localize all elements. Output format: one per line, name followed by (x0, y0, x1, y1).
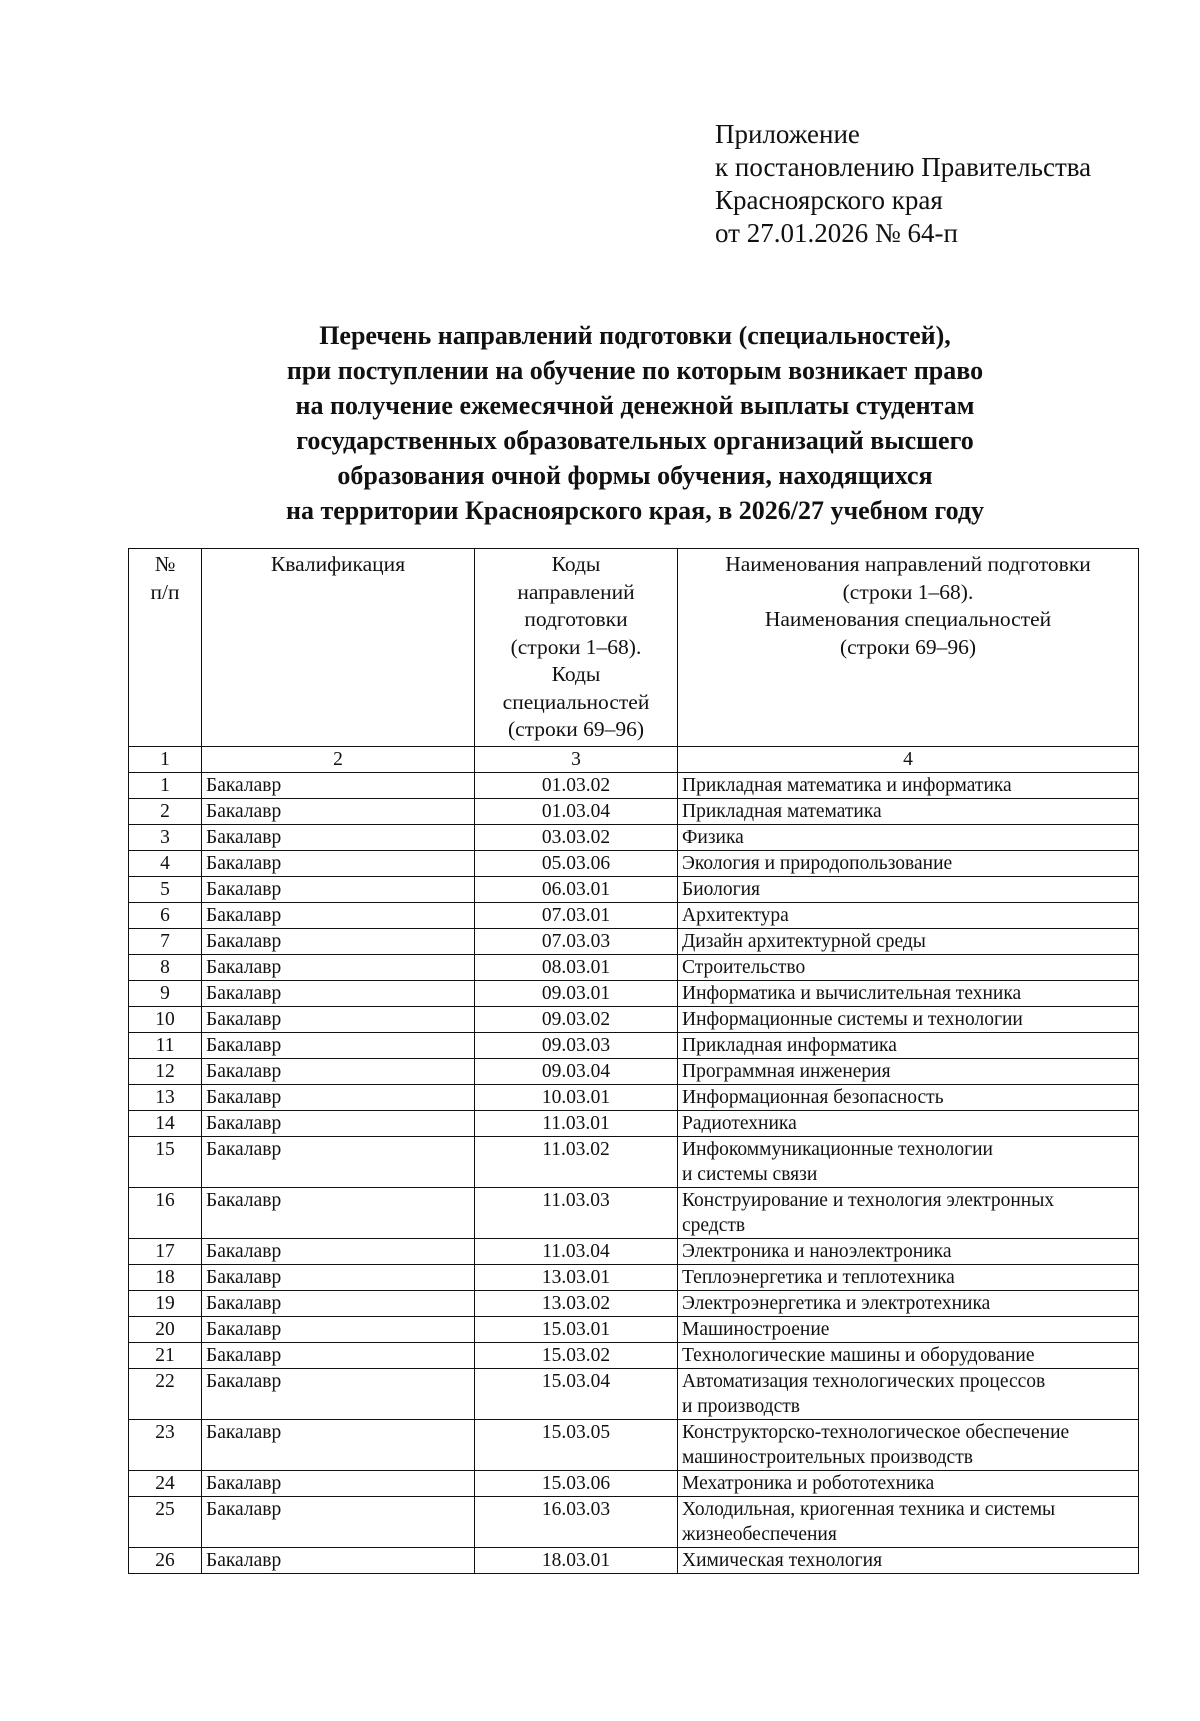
header-line: Наименования направлений подготовки (725, 552, 1091, 576)
specialty-name-line: Экология и природопользование (682, 852, 953, 874)
header-line: подготовки (524, 607, 628, 631)
table-header-row (129, 549, 1139, 747)
row-number-cell: 7 (129, 928, 202, 954)
specialty-name-line: средств (682, 1214, 746, 1236)
code-cell: 07.03.03 (475, 928, 678, 954)
table-row (129, 1058, 1139, 1084)
header-line: (строки 69–96) (839, 634, 977, 659)
row-number-cell: 23 (129, 1419, 202, 1470)
table-row (129, 1290, 1139, 1316)
specialty-name-cell (678, 1058, 1139, 1084)
row-number-cell: 14 (129, 1110, 202, 1136)
specialty-name-line: Конструкторско-технологическое обеспечение (682, 1421, 1070, 1443)
specialty-name-line: машиностроительных производств (682, 1446, 973, 1468)
qualification-cell: Бакалавр (202, 1238, 475, 1264)
table-row (129, 1187, 1139, 1238)
table-row (129, 1316, 1139, 1342)
specialty-name-cell (678, 1032, 1139, 1058)
qualification-cell: Бакалавр (202, 1419, 475, 1470)
table-row (129, 954, 1139, 980)
table-row (129, 850, 1139, 876)
specialty-name-cell (678, 954, 1139, 980)
specialty-name-line: Холодильная, криогенная техника и системы (682, 1498, 1056, 1520)
column-number-cell: 1 (129, 746, 202, 772)
specialty-name-cell (678, 798, 1139, 824)
specialty-name-cell (678, 772, 1139, 798)
qualification-cell: Бакалавр (202, 1496, 475, 1547)
specialty-name-line: Дизайн архитектурной среды (682, 930, 926, 952)
code-cell: 15.03.05 (475, 1419, 678, 1470)
specialty-name-line: Прикладная информатика (682, 1034, 897, 1056)
specialty-name-cell (678, 1238, 1139, 1264)
row-number-cell: 25 (129, 1496, 202, 1547)
specialty-name-line: Информационные системы и технологии (682, 1008, 1023, 1030)
code-cell: 11.03.04 (475, 1238, 678, 1264)
code-cell: 08.03.01 (475, 954, 678, 980)
title-line: при поступлении на обучение по которым возникает право (286, 356, 984, 385)
table-row (129, 1032, 1139, 1058)
row-number-cell: 18 (129, 1264, 202, 1290)
row-number-cell: 16 (129, 1187, 202, 1238)
specialty-name-line: Информационная безопасность (682, 1086, 944, 1108)
table-row (129, 772, 1139, 798)
qualification-cell: Бакалавр (202, 1136, 475, 1187)
code-cell: 01.03.02 (475, 772, 678, 798)
qualification-cell: Бакалавр (202, 1058, 475, 1084)
qualification-cell: Бакалавр (202, 850, 475, 876)
code-cell: 01.03.04 (475, 798, 678, 824)
specialty-name-line: Электроэнергетика и электротехника (682, 1292, 991, 1314)
specialty-name-line: жизнеобеспечения (682, 1523, 837, 1545)
table-body (129, 549, 1139, 1574)
specialty-name-cell (678, 1290, 1139, 1316)
row-number-cell: 3 (129, 824, 202, 850)
code-cell: 15.03.06 (475, 1470, 678, 1496)
header-line: п/п (150, 579, 180, 604)
qualification-cell: Бакалавр (202, 1368, 475, 1419)
row-number-cell: 26 (129, 1547, 202, 1573)
header-line: Коды (551, 662, 601, 686)
header-line: (строки 1–68). (510, 634, 642, 659)
specialty-name-cell (678, 1006, 1139, 1032)
code-cell: 07.03.01 (475, 902, 678, 928)
specialty-name-cell (678, 1264, 1139, 1290)
header-cell (129, 549, 202, 747)
table-row (129, 980, 1139, 1006)
table-row (129, 1470, 1139, 1496)
specialty-name-cell (678, 1547, 1139, 1573)
header-cell (678, 549, 1139, 747)
specialty-name-cell (678, 1187, 1139, 1238)
row-number-cell: 6 (129, 902, 202, 928)
column-number-cell: 2 (202, 746, 475, 772)
column-number-row (129, 746, 1139, 772)
specialty-name-cell (678, 876, 1139, 902)
table-row (129, 1110, 1139, 1136)
header-line: Наименования специальностей (764, 607, 1052, 631)
appendix-line: Красноярского края (715, 185, 943, 215)
table-row (129, 1006, 1139, 1032)
code-cell: 13.03.01 (475, 1264, 678, 1290)
header-cell (475, 549, 678, 747)
specialty-name-cell (678, 1316, 1139, 1342)
table-row (129, 798, 1139, 824)
table-row (129, 1368, 1139, 1419)
qualification-cell: Бакалавр (202, 980, 475, 1006)
specialty-name-line: Радиотехника (682, 1112, 797, 1134)
code-cell: 15.03.04 (475, 1368, 678, 1419)
code-cell: 10.03.01 (475, 1084, 678, 1110)
row-number-cell: 11 (129, 1032, 202, 1058)
specialty-name-line: Инфокоммуникационные технологии (682, 1138, 993, 1160)
code-cell: 03.03.02 (475, 824, 678, 850)
qualification-cell: Бакалавр (202, 1032, 475, 1058)
column-number-cell: 4 (678, 746, 1139, 772)
specialty-name-line: Автоматизация технологических процессов (682, 1370, 1046, 1392)
header-cell (202, 549, 475, 747)
row-number-cell: 15 (129, 1136, 202, 1187)
row-number-cell: 8 (129, 954, 202, 980)
specialty-name-cell (678, 902, 1139, 928)
title-line: на территории Красноярского края, в 2026/27 учебном году (286, 496, 984, 525)
header-line: Коды (551, 552, 601, 576)
table-row (129, 1342, 1139, 1368)
row-number-cell: 13 (129, 1084, 202, 1110)
code-cell: 15.03.02 (475, 1342, 678, 1368)
specialty-name-line: Информатика и вычислительная техника (682, 982, 1022, 1004)
table-row (129, 1547, 1139, 1573)
row-number-cell: 22 (129, 1368, 202, 1419)
qualification-cell: Бакалавр (202, 798, 475, 824)
qualification-cell: Бакалавр (202, 1264, 475, 1290)
row-number-cell: 24 (129, 1470, 202, 1496)
appendix-line: от 27.01.2026 № 64-п (715, 218, 958, 248)
header-line: (строки 1–68). (842, 579, 974, 604)
title-line: государственных образовательных организаций высшего (296, 426, 974, 455)
table-row (129, 1084, 1139, 1110)
table-row (129, 876, 1139, 902)
qualification-cell: Бакалавр (202, 824, 475, 850)
specialty-name-line: Мехатроника и робототехника (682, 1472, 935, 1494)
code-cell: 09.03.01 (475, 980, 678, 1006)
specialty-name-cell (678, 1419, 1139, 1470)
specialty-name-line: Биология (682, 878, 761, 900)
qualification-cell: Бакалавр (202, 1316, 475, 1342)
specialty-name-line: Химическая технология (682, 1549, 883, 1571)
specialty-name-line: Физика (682, 826, 744, 848)
header-line: № (154, 552, 176, 576)
specialty-name-line: Строительство (682, 956, 806, 978)
title-line: на получение ежемесячной денежной выплаты студентам (295, 391, 975, 420)
header-line: (строки 69–96) (507, 717, 645, 741)
appendix-block (715, 118, 1091, 250)
specialty-name-line: Прикладная математика (682, 800, 882, 822)
specialty-name-line: Конструирование и технология электронных (682, 1189, 1055, 1211)
code-cell: 06.03.01 (475, 876, 678, 902)
document-title (130, 318, 1140, 528)
table-row (129, 1419, 1139, 1470)
row-number-cell: 9 (129, 980, 202, 1006)
header-line: направлений (517, 579, 635, 604)
code-cell: 09.03.02 (475, 1006, 678, 1032)
specialty-name-line: и системы связи (682, 1163, 818, 1185)
specialty-name-line: Технологические машины и оборудование (682, 1344, 1035, 1366)
code-cell: 11.03.02 (475, 1136, 678, 1187)
appendix-line: Приложение (715, 119, 860, 149)
appendix-line: к постановлению Правительства (715, 152, 1092, 182)
specialty-name-cell (678, 1368, 1139, 1419)
qualification-cell: Бакалавр (202, 1290, 475, 1316)
code-cell: 13.03.02 (475, 1290, 678, 1316)
row-number-cell: 21 (129, 1342, 202, 1368)
specialty-name-cell (678, 980, 1139, 1006)
table-row (129, 1136, 1139, 1187)
row-number-cell: 1 (129, 772, 202, 798)
qualification-cell: Бакалавр (202, 876, 475, 902)
header-line: Квалификация (270, 552, 406, 576)
specialty-name-line: Теплоэнергетика и теплотехника (682, 1266, 955, 1288)
specialty-name-cell (678, 824, 1139, 850)
row-number-cell: 2 (129, 798, 202, 824)
qualification-cell: Бакалавр (202, 1342, 475, 1368)
row-number-cell: 20 (129, 1316, 202, 1342)
header-line: специальностей (502, 689, 650, 714)
table-row (129, 928, 1139, 954)
row-number-cell: 12 (129, 1058, 202, 1084)
specialty-name-cell (678, 1470, 1139, 1496)
qualification-cell: Бакалавр (202, 902, 475, 928)
row-number-cell: 10 (129, 1006, 202, 1032)
specialty-name-cell (678, 928, 1139, 954)
specialty-name-line: Архитектура (682, 904, 789, 926)
table-row (129, 1264, 1139, 1290)
code-cell: 05.03.06 (475, 850, 678, 876)
row-number-cell: 5 (129, 876, 202, 902)
qualification-cell: Бакалавр (202, 1187, 475, 1238)
qualification-cell: Бакалавр (202, 1006, 475, 1032)
specialty-name-line: Программная инженерия (682, 1060, 891, 1082)
specialty-name-line: Электроника и наноэлектроника (682, 1240, 952, 1262)
specialty-name-line: Прикладная математика и информатика (682, 774, 1012, 796)
specialty-name-cell (678, 850, 1139, 876)
specialty-name-cell (678, 1342, 1139, 1368)
specialty-name-line: и производств (682, 1395, 800, 1417)
table-row (129, 824, 1139, 850)
code-cell: 15.03.01 (475, 1316, 678, 1342)
code-cell: 11.03.03 (475, 1187, 678, 1238)
specialty-name-cell (678, 1136, 1139, 1187)
specialty-name-cell (678, 1496, 1139, 1547)
title-line: Перечень направлений подготовки (специальностей), (319, 321, 951, 350)
specialty-name-cell (678, 1084, 1139, 1110)
qualification-cell: Бакалавр (202, 954, 475, 980)
qualification-cell: Бакалавр (202, 1110, 475, 1136)
row-number-cell: 4 (129, 850, 202, 876)
specialty-name-line: Машиностроение (682, 1318, 830, 1340)
specialties-table (128, 548, 1139, 1574)
table-row (129, 902, 1139, 928)
code-cell: 11.03.01 (475, 1110, 678, 1136)
qualification-cell: Бакалавр (202, 1084, 475, 1110)
qualification-cell: Бакалавр (202, 1470, 475, 1496)
code-cell: 18.03.01 (475, 1547, 678, 1573)
column-number-cell: 3 (475, 746, 678, 772)
code-cell: 09.03.04 (475, 1058, 678, 1084)
qualification-cell: Бакалавр (202, 1547, 475, 1573)
table-row (129, 1496, 1139, 1547)
code-cell: 16.03.03 (475, 1496, 678, 1547)
specialty-name-cell (678, 1110, 1139, 1136)
qualification-cell: Бакалавр (202, 772, 475, 798)
title-line: образования очной формы обучения, находящихся (337, 461, 933, 490)
qualification-cell: Бакалавр (202, 928, 475, 954)
code-cell: 09.03.03 (475, 1032, 678, 1058)
row-number-cell: 17 (129, 1238, 202, 1264)
table-row (129, 1238, 1139, 1264)
row-number-cell: 19 (129, 1290, 202, 1316)
